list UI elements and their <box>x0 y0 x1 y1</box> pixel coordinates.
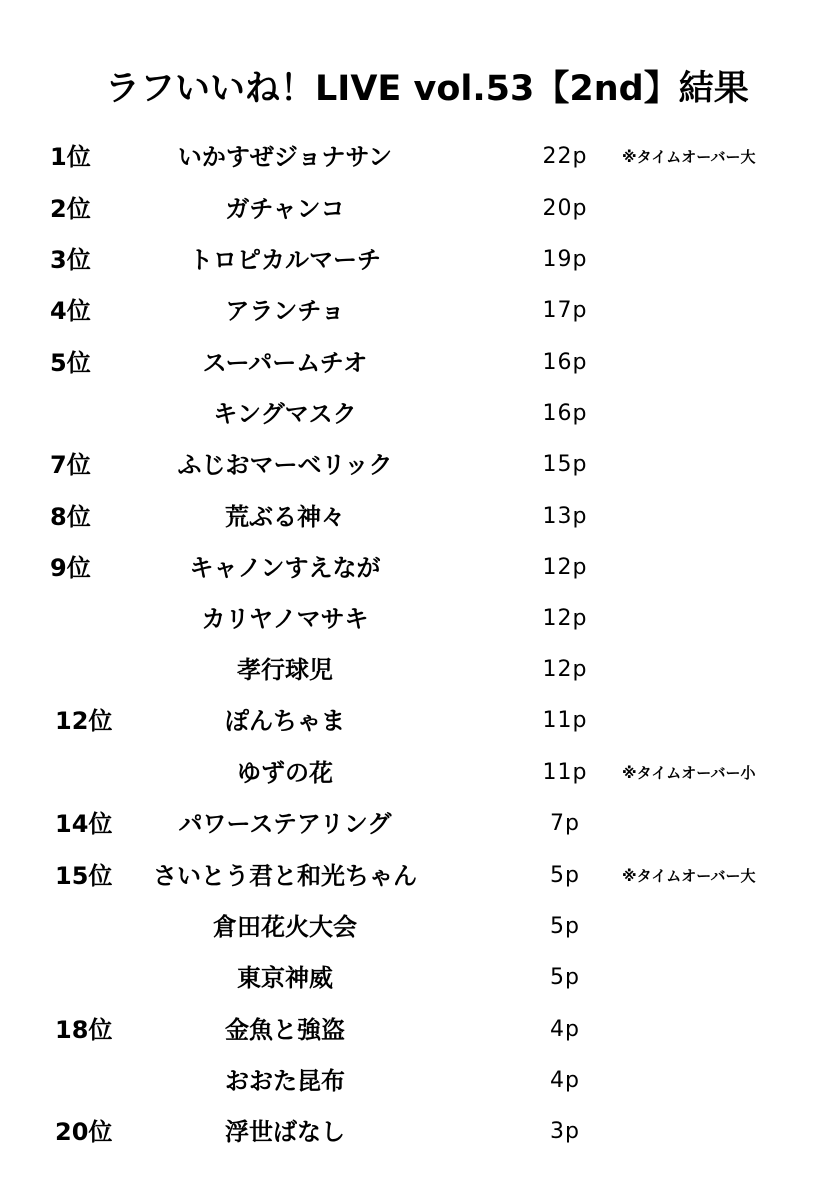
result-row <box>0 753 815 793</box>
result-row <box>0 343 815 383</box>
rank-label: 5位 <box>50 349 91 377</box>
rank-label: 2位 <box>50 195 91 223</box>
performer-name: スーパームチオ <box>202 349 368 377</box>
performer-name: キャノンすえなが <box>189 554 381 582</box>
points-value: 12p <box>542 555 588 580</box>
time-over-note: ※タイムオーバー大 <box>622 148 756 166</box>
result-row <box>0 804 815 844</box>
result-row <box>0 137 815 177</box>
points-value: 4p <box>550 1068 580 1093</box>
rank-label: 7位 <box>50 451 91 479</box>
result-row <box>0 497 815 537</box>
points-value: 5p <box>550 863 580 888</box>
points-value: 12p <box>542 657 588 682</box>
points-value: 13p <box>542 504 588 529</box>
result-row <box>0 958 815 998</box>
page-title: ラフいいね！LIVE vol.53【2nd】結果 <box>105 69 749 109</box>
performer-name: キングマスク <box>213 400 357 428</box>
points-value: 11p <box>542 708 588 733</box>
performer-name: 孝行球児 <box>237 656 333 684</box>
rank-label: 18位 <box>55 1016 113 1044</box>
result-row <box>0 599 815 639</box>
result-row <box>0 548 815 588</box>
rank-label: 20位 <box>55 1118 113 1146</box>
performer-name: おおた昆布 <box>225 1067 345 1095</box>
points-value: 15p <box>542 452 588 477</box>
performer-name: ふじおマーベリック <box>177 451 393 479</box>
performer-name: ぽんちゃま <box>225 707 345 735</box>
result-row <box>0 650 815 690</box>
performer-name: パワーステアリング <box>178 810 392 838</box>
rank-label: 15位 <box>55 862 113 890</box>
performer-name: 金魚と強盗 <box>225 1016 345 1044</box>
result-row <box>0 907 815 947</box>
performer-name: トロピカルマーチ <box>189 246 381 274</box>
points-value: 4p <box>550 1017 580 1042</box>
result-row <box>0 1010 815 1050</box>
performer-name: いかすぜジョナサン <box>177 143 393 171</box>
rank-label: 8位 <box>50 503 91 531</box>
result-row <box>0 394 815 434</box>
points-value: 16p <box>542 350 588 375</box>
rank-label: 14位 <box>55 810 113 838</box>
points-value: 3p <box>550 1119 580 1144</box>
result-row <box>0 291 815 331</box>
rank-label: 12位 <box>55 707 113 735</box>
time-over-note: ※タイムオーバー大 <box>622 867 756 885</box>
points-value: 19p <box>542 247 588 272</box>
rank-label: 3位 <box>50 246 91 274</box>
rank-label: 1位 <box>50 143 91 171</box>
rank-label: 4位 <box>50 297 91 325</box>
time-over-note: ※タイムオーバー小 <box>622 764 756 782</box>
result-row <box>0 856 815 896</box>
result-row <box>0 240 815 280</box>
rank-label: 9位 <box>50 554 91 582</box>
performer-name: 浮世ばなし <box>225 1118 345 1146</box>
points-value: 5p <box>550 965 580 990</box>
result-row <box>0 445 815 485</box>
points-value: 7p <box>550 811 580 836</box>
points-value: 22p <box>542 144 588 169</box>
points-value: 11p <box>542 760 588 785</box>
performer-name: カリヤノマサキ <box>201 605 369 633</box>
points-value: 17p <box>542 298 588 323</box>
performer-name: さいとう君と和光ちゃん <box>153 862 417 890</box>
performer-name: アランチョ <box>225 297 345 325</box>
points-value: 5p <box>550 914 580 939</box>
result-row <box>0 1112 815 1152</box>
performer-name: ゆずの花 <box>237 759 333 787</box>
performer-name: 東京神威 <box>237 964 333 992</box>
points-value: 16p <box>542 401 588 426</box>
performer-name: ガチャンコ <box>225 195 345 223</box>
result-row <box>0 189 815 229</box>
performer-name: 荒ぶる神々 <box>225 503 345 531</box>
result-row <box>0 1061 815 1101</box>
result-row <box>0 701 815 741</box>
points-value: 20p <box>542 196 588 221</box>
performer-name: 倉田花火大会 <box>213 913 357 941</box>
points-value: 12p <box>542 606 588 631</box>
